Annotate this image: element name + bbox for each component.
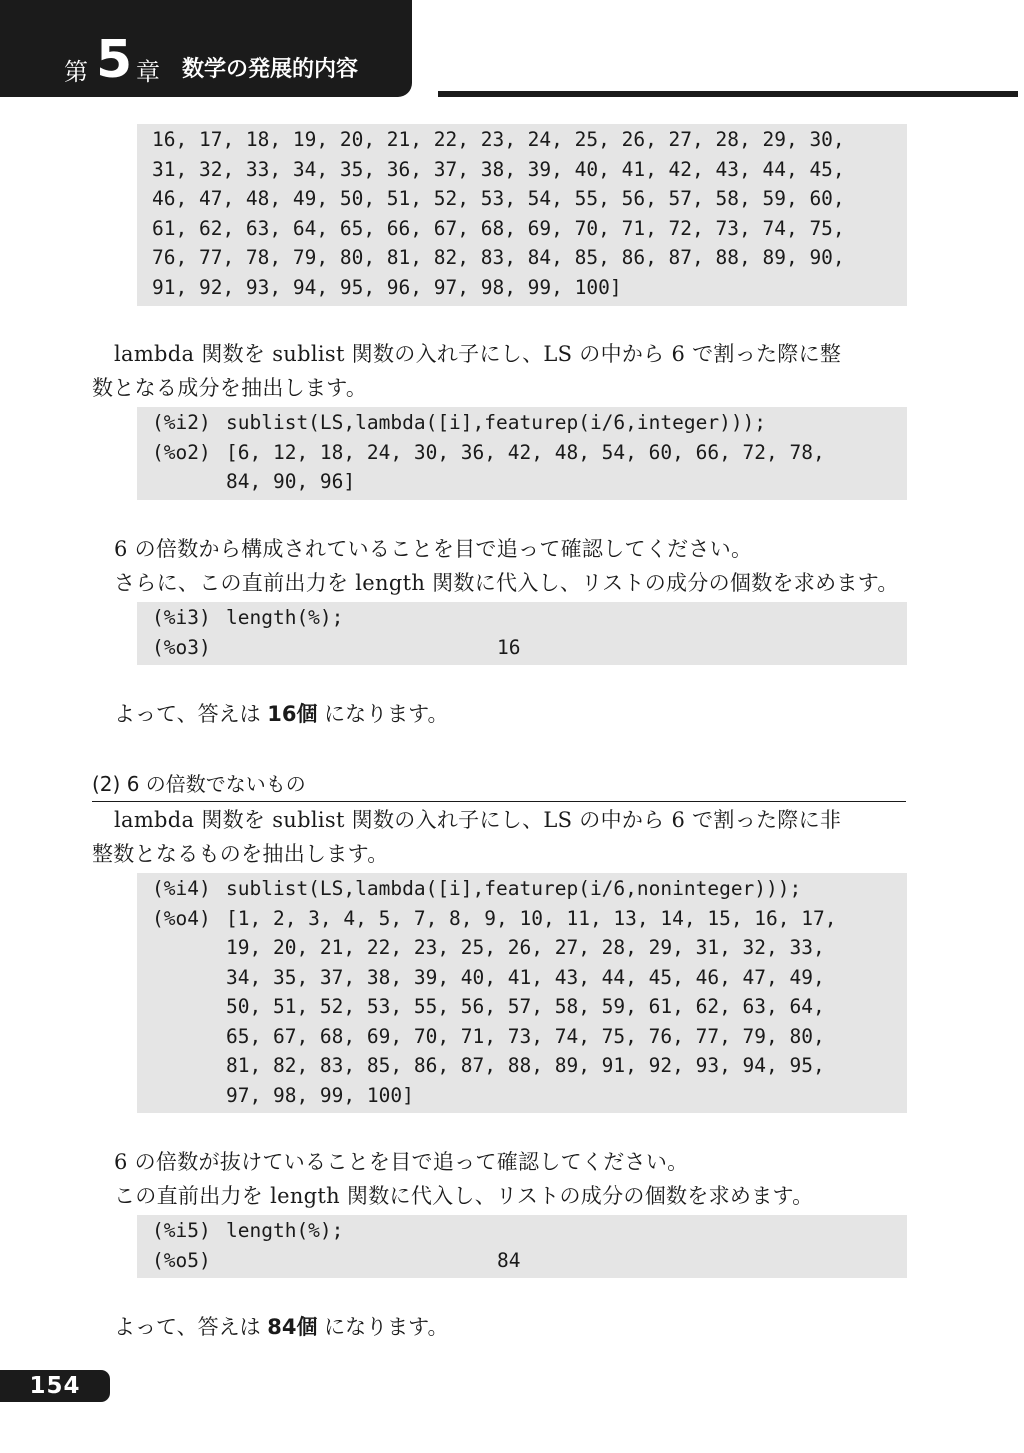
output-line: 84, 90, 96]: [226, 470, 356, 493]
chapter-number: 5: [96, 30, 131, 90]
code-block-list-tail: [137, 124, 907, 306]
code-block-i4: [137, 873, 907, 1113]
page-number: 154: [0, 1370, 110, 1402]
output-line: 34, 35, 37, 38, 39, 40, 41, 43, 44, 45, 46, 47, 49,: [226, 965, 825, 989]
output-line: 19, 20, 21, 22, 23, 25, 26, 27, 28, 29, 31, 32, 33,: [226, 936, 825, 959]
code-line: 46, 47, 48, 49, 50, 51, 52, 53, 54, 55, 56, 57, 58, 59, 60,: [152, 187, 845, 210]
paragraph-confirm-nonmultiples: [92, 1145, 908, 1213]
code-block-i5: [137, 1215, 907, 1278]
output-line: 50, 51, 52, 53, 55, 56, 57, 58, 59, 61, 62, 63, 64,: [226, 995, 825, 1018]
chapter-prefix: 第: [64, 58, 88, 86]
output-line: 65, 67, 68, 69, 70, 71, 73, 74, 75, 76, 77, 79, 80,: [226, 1024, 825, 1048]
input-prompt: (%i4): [152, 877, 211, 900]
paragraph-line: さらに、この直前出力を length 関数に代入し、リストの成分の個数を求めます。: [114, 571, 899, 595]
answer-suffix: になります。: [317, 1315, 449, 1339]
code-line: 76, 77, 78, 79, 80, 81, 82, 83, 84, 85, 86, 87, 88, 89, 90,: [152, 246, 845, 269]
paragraph-sublist-integer: [92, 337, 908, 405]
chapter-header: [0, 0, 412, 97]
input-command: length(%);: [226, 606, 344, 629]
output-prompt: (%o4): [152, 906, 211, 930]
code-block-i3: [137, 602, 907, 665]
section-heading: (2) 6 の倍数でないもの: [92, 769, 906, 802]
output-value: 16: [497, 635, 521, 659]
output-line: 97, 98, 99, 100]: [226, 1083, 414, 1107]
answer-value: 84個: [267, 1315, 318, 1339]
output-line: 81, 82, 83, 85, 86, 87, 88, 89, 91, 92, 93, 94, 95,: [226, 1054, 825, 1077]
output-prompt: (%o2): [152, 440, 211, 464]
answer-value: 16個: [267, 702, 318, 726]
paragraph-sublist-noninteger: [92, 803, 908, 871]
input-command: length(%);: [226, 1219, 344, 1242]
header-rule: [438, 91, 1018, 97]
output-value: 84: [497, 1248, 521, 1272]
code-line: 91, 92, 93, 94, 95, 96, 97, 98, 99, 100]: [152, 275, 622, 299]
paragraph-line: 6 の倍数から構成されていることを目で追って確認してください。: [114, 537, 753, 561]
chapter-title: 数学の発展的内容: [182, 57, 359, 82]
input-prompt: (%i3): [152, 606, 211, 629]
output-line: [1, 2, 3, 4, 5, 7, 8, 9, 10, 11, 13, 14, 15, 16, 17,: [226, 906, 837, 930]
code-line: 16, 17, 18, 19, 20, 21, 22, 23, 24, 25, 26, 27, 28, 29, 30,: [152, 128, 845, 151]
paragraph-line: 整数となるものを抽出します。: [92, 842, 389, 866]
answer-prefix: よって、答えは: [114, 1315, 268, 1339]
answer-line-2: [114, 1310, 449, 1344]
input-prompt: (%i2): [152, 411, 211, 434]
answer-suffix: になります。: [317, 702, 449, 726]
input-command: sublist(LS,lambda([i],featurep(i/6,noninteger)));: [226, 877, 802, 900]
chapter-suffix: 章: [136, 58, 160, 86]
paragraph-line: lambda 関数を sublist 関数の入れ子にし、LS の中から 6 で割った際に非: [114, 808, 842, 832]
input-prompt: (%i5): [152, 1219, 211, 1242]
paragraph-line: この直前出力を length 関数に代入し、リストの成分の個数を求めます。: [114, 1184, 814, 1208]
answer-prefix: よって、答えは: [114, 702, 268, 726]
code-line: 31, 32, 33, 34, 35, 36, 37, 38, 39, 40, 41, 42, 43, 44, 45,: [152, 157, 845, 181]
output-prompt: (%o5): [152, 1248, 211, 1272]
input-command: sublist(LS,lambda([i],featurep(i/6,integer)));: [226, 411, 767, 434]
answer-line-1: [114, 697, 449, 731]
code-block-i2: [137, 407, 907, 500]
paragraph-line: 数となる成分を抽出します。: [92, 376, 368, 400]
paragraph-line: lambda 関数を sublist 関数の入れ子にし、LS の中から 6 で割った際に整: [114, 342, 842, 366]
output-line: [6, 12, 18, 24, 30, 36, 42, 48, 54, 60, 66, 72, 78,: [226, 440, 825, 464]
paragraph-line: 6 の倍数が抜けていることを目で追って確認してください。: [114, 1150, 689, 1174]
output-prompt: (%o3): [152, 635, 211, 659]
code-line: 61, 62, 63, 64, 65, 66, 67, 68, 69, 70, 71, 72, 73, 74, 75,: [152, 216, 845, 240]
paragraph-confirm-multiples: [92, 532, 908, 600]
